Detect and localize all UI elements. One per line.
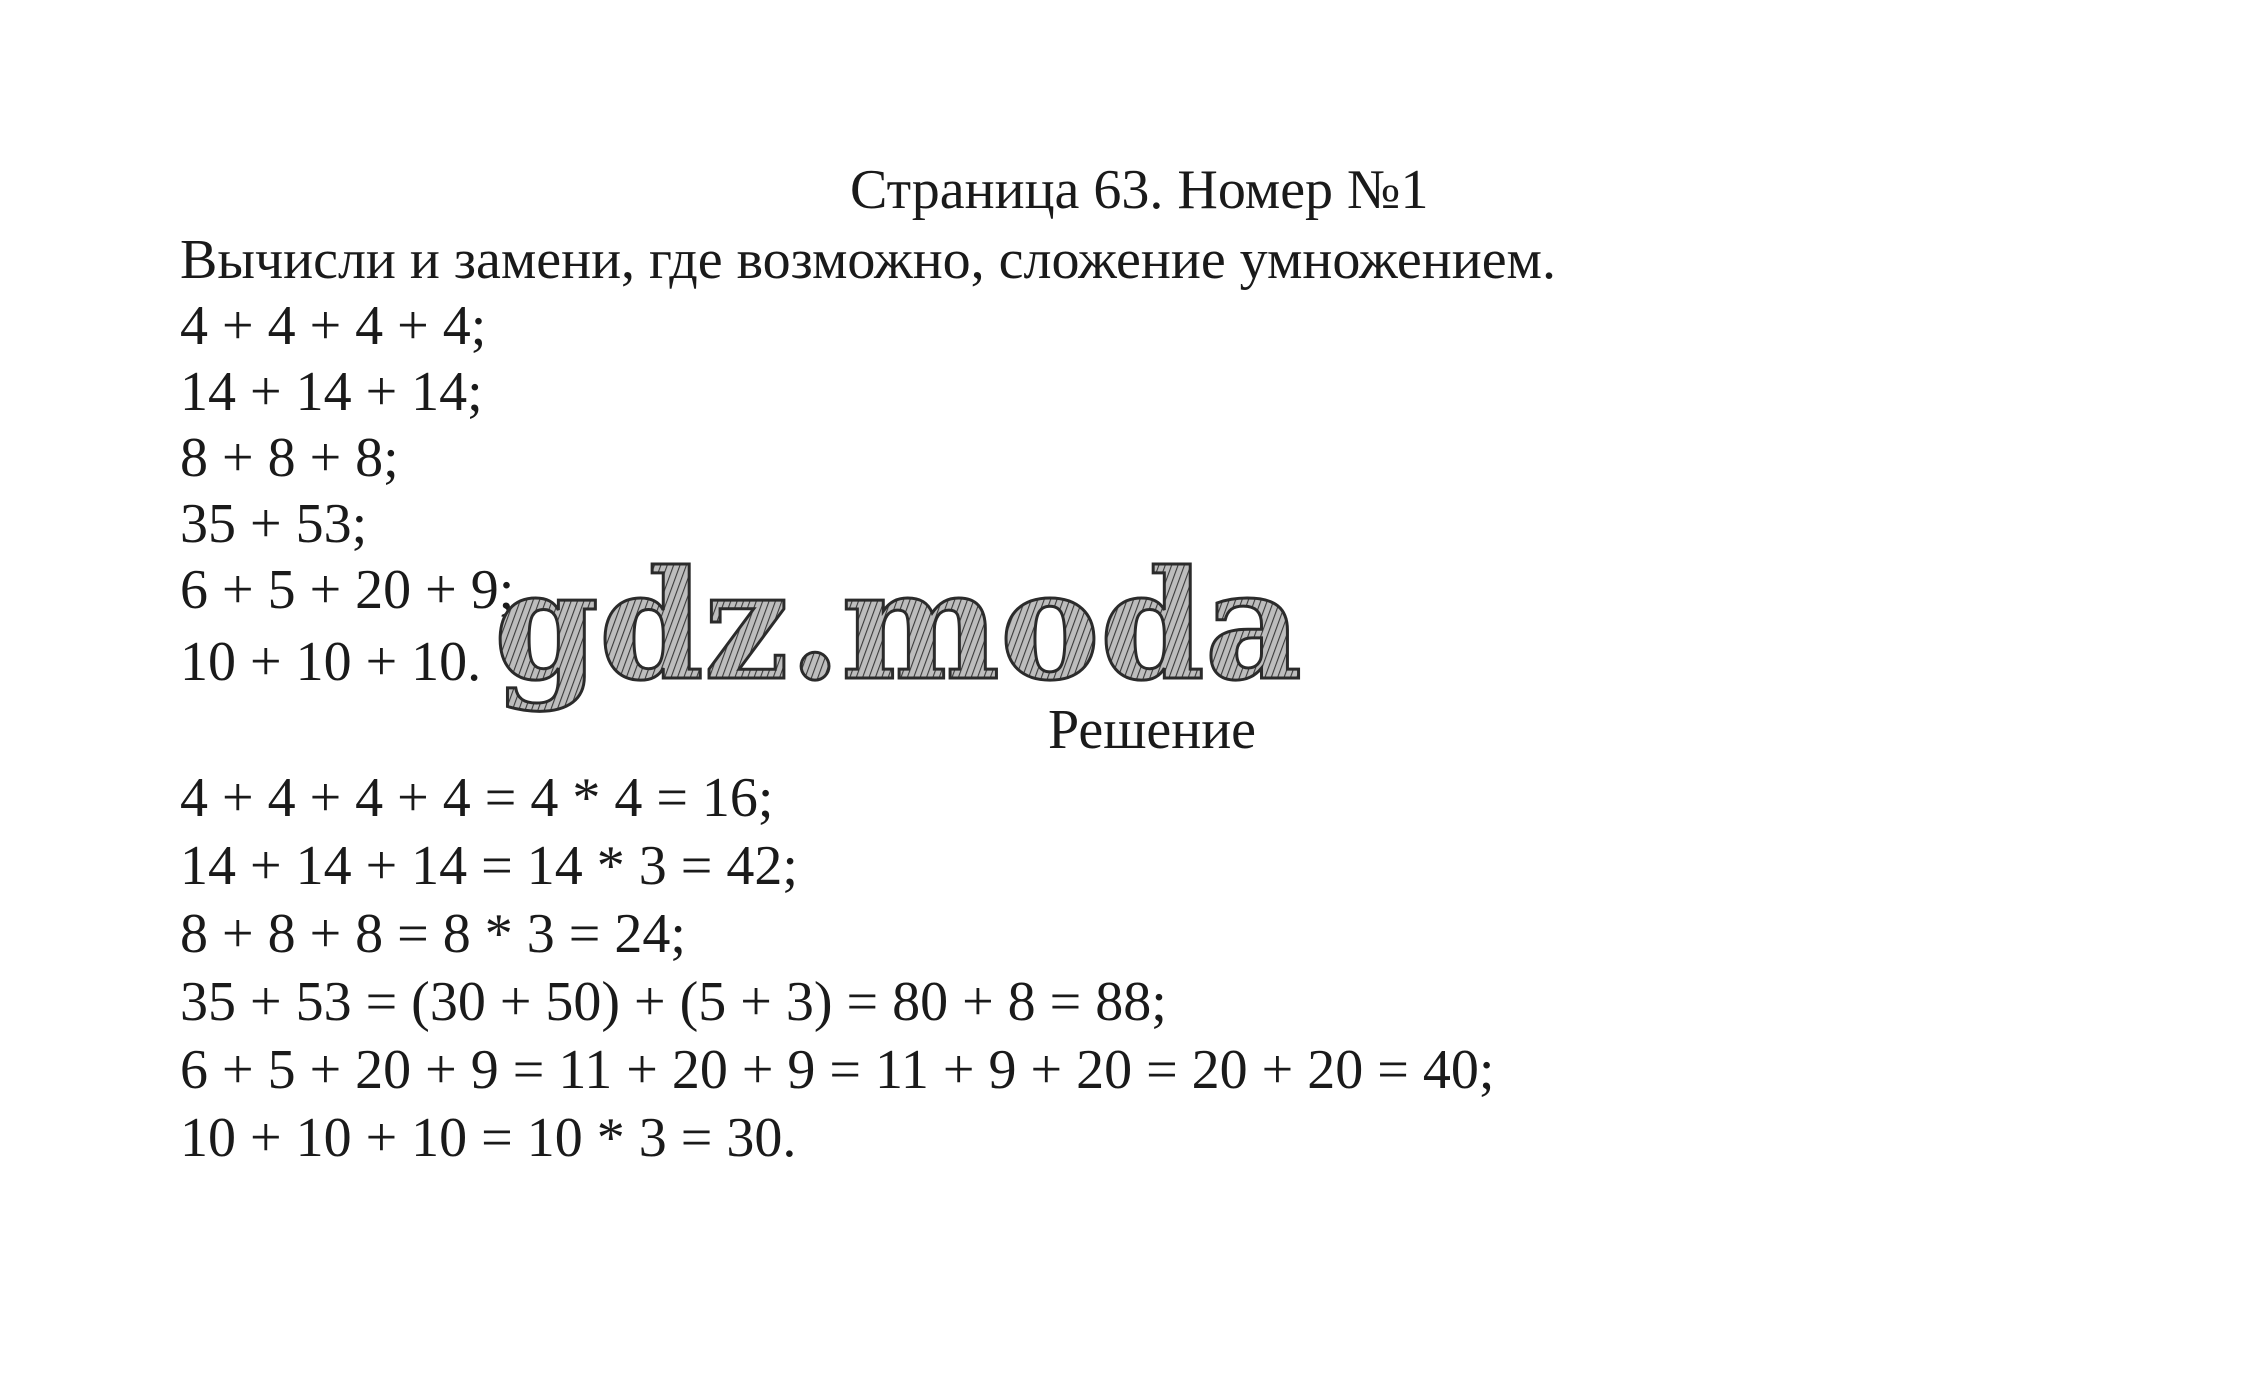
solution-line: 35 + 53 = (30 + 50) + (5 + 3) = 80 + 8 = 88; bbox=[180, 971, 1167, 1033]
solution-line: 14 + 14 + 14 = 14 * 3 = 42; bbox=[180, 835, 798, 897]
solution-line: 10 + 10 + 10 = 10 * 3 = 30. bbox=[180, 1107, 797, 1169]
page-title: Страница 63. Номер №1 bbox=[850, 159, 1429, 221]
solution-line: 8 + 8 + 8 = 8 * 3 = 24; bbox=[180, 903, 686, 965]
watermark-text: gdz.moda bbox=[493, 538, 1303, 714]
solution-heading: Решение bbox=[1048, 699, 1257, 761]
solution-line: 6 + 5 + 20 + 9 = 11 + 20 + 9 = 11 + 9 + 20 = 20 + 20 = 40; bbox=[180, 1039, 1495, 1101]
expression-line: 35 + 53; bbox=[180, 493, 368, 555]
task-instruction: Вычисли и замени, где возможно, сложение умножением. bbox=[180, 229, 1556, 291]
expression-line: 14 + 14 + 14; bbox=[180, 361, 483, 423]
expression-line: 6 + 5 + 20 + 9; bbox=[180, 559, 515, 621]
expression-line: 4 + 4 + 4 + 4; bbox=[180, 295, 487, 357]
solution-line: 4 + 4 + 4 + 4 = 4 * 4 = 16; bbox=[180, 767, 774, 829]
expression-line: 10 + 10 + 10. bbox=[180, 631, 482, 693]
expression-line: 8 + 8 + 8; bbox=[180, 427, 399, 489]
